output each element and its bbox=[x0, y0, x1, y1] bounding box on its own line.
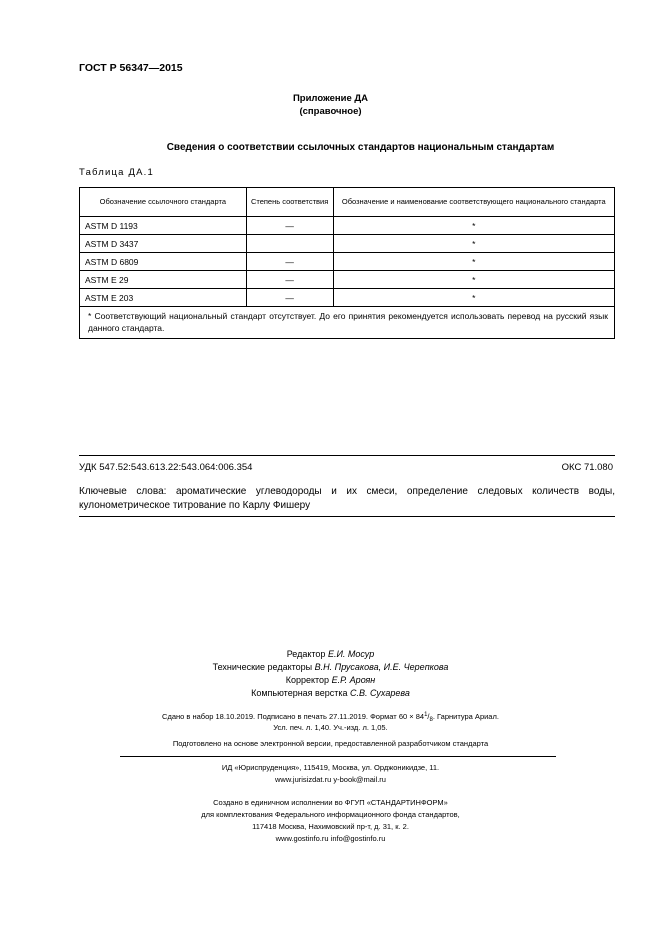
credit-editor bbox=[0, 648, 661, 661]
credit-corrector-name: Е.Р. Ароян bbox=[331, 675, 376, 685]
created-line-1: Создано в единичном исполнении во ФГУП «СТАНДАРТИНФОРМ» bbox=[213, 798, 448, 807]
publisher-contacts: www.jurisizdat.ru y-book@mail.ru bbox=[275, 775, 386, 784]
row-code: ASTM D 3437 bbox=[80, 235, 247, 253]
created-line-4: www.gostinfo.ru info@gostinfo.ru bbox=[275, 834, 386, 843]
annex-subtitle: (справочное) bbox=[299, 106, 362, 117]
divider-top bbox=[79, 455, 615, 456]
row-code: ASTM E 203 bbox=[80, 289, 247, 307]
publisher-address: ИД «Юриспруденция», 115419, Москва, ул. Орджоникидзе, 11. bbox=[221, 763, 440, 772]
imprint-print-sheets: Усл. печ. л. 1,40. Уч.-изд. л. 1,05. bbox=[273, 723, 388, 732]
row-degree bbox=[246, 235, 333, 253]
row-national: * bbox=[333, 289, 614, 307]
credit-editor-label: Редактор bbox=[286, 649, 326, 659]
credit-tech bbox=[0, 661, 661, 674]
credit-corrector-label: Корректор bbox=[285, 675, 330, 685]
keywords: Ключевые слова: ароматические углеводороды и их смеси, определение следовых количеств воды, кулонометрическое титрование по Карлу Фишеру bbox=[79, 486, 615, 511]
credit-layout-label: Компьютерная верстка bbox=[251, 688, 348, 698]
created-line-2: для комплектования Федерального информационного фонда стандартов, bbox=[201, 810, 460, 819]
row-degree: — bbox=[246, 253, 333, 271]
credit-tech-name: В.Н. Прусакова, И.Е. Черепкова bbox=[314, 662, 449, 672]
format-denominator: 8 bbox=[429, 717, 433, 723]
credit-layout bbox=[0, 687, 661, 700]
row-national: * bbox=[333, 235, 614, 253]
column-header-code: Обозначение ссылочного стандарта bbox=[80, 188, 247, 217]
table-row bbox=[80, 271, 615, 289]
table-header-row bbox=[80, 188, 615, 217]
udc-code: УДК 547.52:543.613.22:543.064:006.354 bbox=[79, 462, 253, 473]
row-national: * bbox=[333, 253, 614, 271]
row-national: * bbox=[333, 217, 614, 235]
section-heading: Сведения о соответствии ссылочных стандартов национальным стандартам bbox=[166, 142, 555, 153]
row-national: * bbox=[333, 271, 614, 289]
credit-tech-label: Технические редакторы bbox=[212, 662, 313, 672]
column-header-national: Обозначение и наименование соответствующего национального стандарта bbox=[333, 188, 614, 217]
table-row bbox=[80, 253, 615, 271]
reference-standards-table bbox=[79, 187, 615, 339]
divider-imprint bbox=[120, 756, 556, 757]
credit-corrector bbox=[0, 674, 661, 687]
table-row bbox=[80, 235, 615, 253]
row-code: ASTM E 29 bbox=[80, 271, 247, 289]
table-caption: Таблица ДА.1 bbox=[79, 167, 154, 178]
table-row bbox=[80, 217, 615, 235]
table-footnote-row bbox=[80, 307, 615, 339]
annex-title: Приложение ДА bbox=[292, 93, 369, 104]
oks-code: ОКС 71.080 bbox=[561, 462, 613, 473]
created-line-3: 117418 Москва, Нахимовский пр-т, д. 31, к. 2. bbox=[252, 822, 409, 831]
imprint-line1: Сдано в набор 18.10.2019. Подписано в печать 27.11.2019. Формат 60 × 84 bbox=[162, 712, 425, 721]
format-numerator: 1 bbox=[424, 712, 428, 718]
credit-layout-name: С.В. Сухарева bbox=[350, 688, 410, 698]
row-degree: — bbox=[246, 289, 333, 307]
document-id: ГОСТ Р 56347—2015 bbox=[79, 62, 183, 74]
divider-bottom bbox=[79, 516, 615, 517]
imprint-print-info: Сдано в набор 18.10.2019. Подписано в печать 27.11.2019. Формат $60 \times 84^1/_8$. Гарнитура Ариал. bbox=[162, 712, 499, 723]
row-degree: — bbox=[246, 217, 333, 235]
row-code: ASTM D 1193 bbox=[80, 217, 247, 235]
row-code: ASTM D 6809 bbox=[80, 253, 247, 271]
table-footnote: * Соответствующий национальный стандарт отсутствует. До его принятия рекомендуется использовать перевод на русский язык данного стандарта. bbox=[80, 307, 615, 339]
credit-editor-name: Е.И. Мосур bbox=[327, 649, 375, 659]
table-row bbox=[80, 289, 615, 307]
column-header-degree: Степень соответствия bbox=[246, 188, 333, 217]
row-degree: — bbox=[246, 271, 333, 289]
imprint-line1-tail: . Гарнитура Ариал. bbox=[432, 712, 499, 721]
imprint-prepared-note: Подготовлено на основе электронной версии, предоставленной разработчиком стандарта bbox=[172, 739, 489, 748]
